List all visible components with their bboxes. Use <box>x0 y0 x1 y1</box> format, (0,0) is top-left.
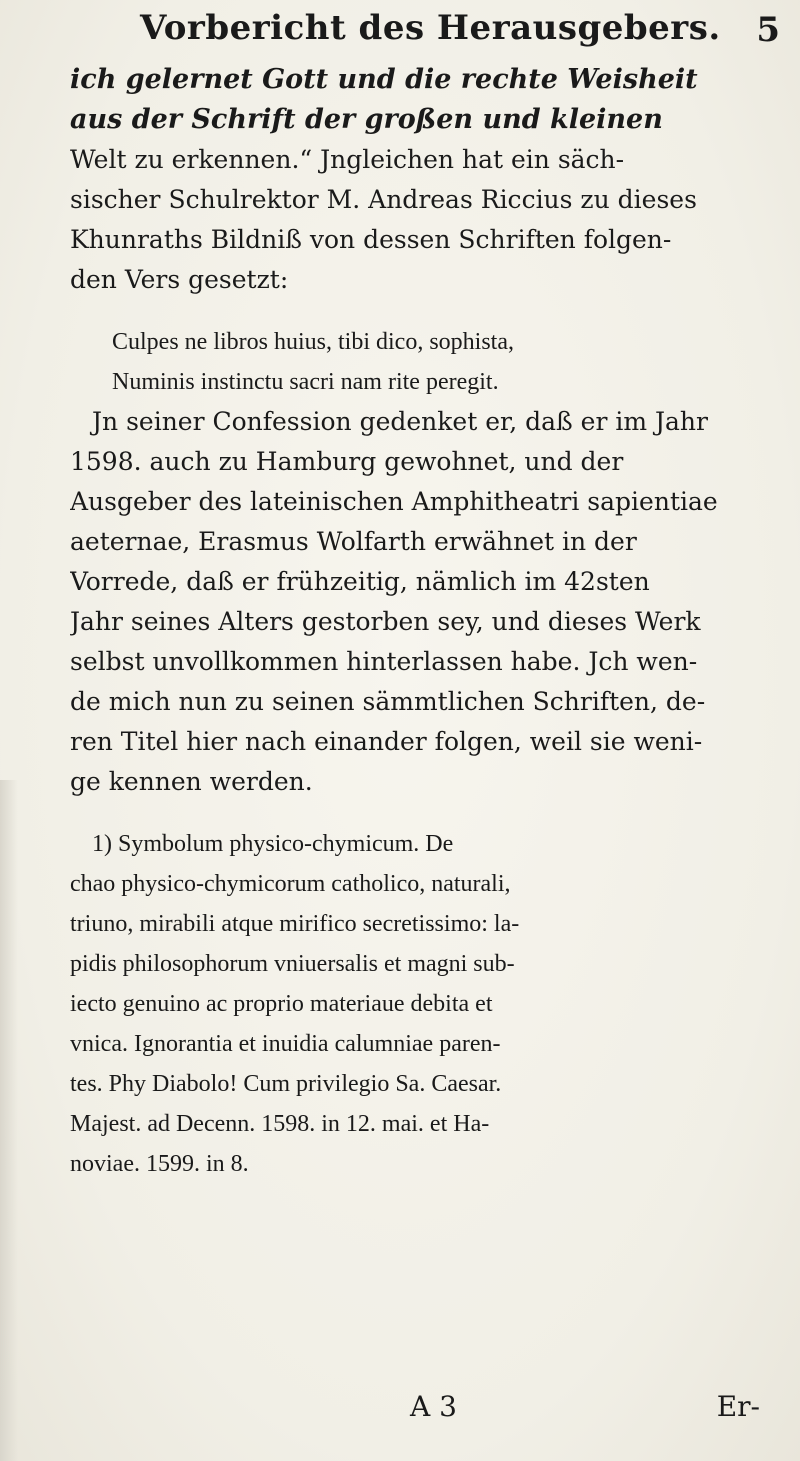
text-line: 1598. auch zu Hamburg gewohnet, und der <box>70 447 624 476</box>
text-line: de mich nun zu seinen sämmtlichen Schriften, de- <box>70 687 706 716</box>
item-line: noviae. 1599. in 8. <box>70 1151 249 1177</box>
text-line: ich gelernet Gott und die rechte Weisheit <box>70 64 698 95</box>
running-title: Vorbericht des Herausgebers. <box>140 8 721 48</box>
item-line: Majest. ad Decenn. 1598. in 12. mai. et Ha- <box>70 1111 490 1137</box>
text-line: Vorrede, daß er frühzeitig, nämlich im 42sten <box>70 567 650 596</box>
text-line: Khunraths Bildniß von dessen Schriften folgen- <box>70 225 672 254</box>
verse-line: Culpes ne libros huius, tibi dico, sophista, <box>112 329 514 355</box>
spacer <box>70 300 760 322</box>
page-footer <box>70 1390 760 1440</box>
text-line: sischer Schulrektor M. Andreas Riccius zu dieses <box>70 185 697 214</box>
text-line: selbst unvollkommen hinterlassen habe. Jch wen- <box>70 647 698 676</box>
spacer <box>70 802 760 824</box>
item-line: 1) Symbolum physico-chymicum. De <box>92 831 454 857</box>
page-header <box>140 8 780 58</box>
item-line: tes. Phy Diabolo! Cum privilegio Sa. Caesar. <box>70 1071 502 1097</box>
text-line: Welt zu erkennen.“ Jngleichen hat ein säch- <box>70 145 625 174</box>
catchword: Er- <box>716 1390 760 1423</box>
item-line: iecto genuino ac proprio materiaue debita et <box>70 991 493 1017</box>
item-line: vnica. Ignorantia et inuidia calumniae paren- <box>70 1031 501 1057</box>
text-line: aeternae, Erasmus Wolfarth erwähnet in der <box>70 527 637 556</box>
body-text <box>70 60 760 1184</box>
text-line: Ausgeber des lateinischen Amphitheatri sapientiae <box>70 487 718 516</box>
gutter-shadow <box>0 780 18 1461</box>
verse-line: Numinis instinctu sacri nam rite peregit. <box>112 369 499 395</box>
page-number: 5 <box>756 10 780 50</box>
signature-mark: A 3 <box>410 1390 457 1423</box>
item-line: chao physico-chymicorum catholico, naturali, <box>70 871 511 897</box>
text-line: den Vers gesetzt: <box>70 265 289 294</box>
text-line: aus der Schrift der großen und kleinen <box>70 104 663 135</box>
text-line: Jn seiner Confession gedenket er, daß er im Jahr <box>92 407 708 436</box>
text-line: Jahr seines Alters gestorben sey, und dieses Werk <box>70 607 701 636</box>
item-line: triuno, mirabili atque mirifico secretissimo: la- <box>70 911 520 937</box>
text-line: ge kennen werden. <box>70 767 313 796</box>
item-line: pidis philosophorum vniuersalis et magni sub- <box>70 951 515 977</box>
text-line: ren Titel hier nach einander folgen, weil sie weni- <box>70 727 703 756</box>
